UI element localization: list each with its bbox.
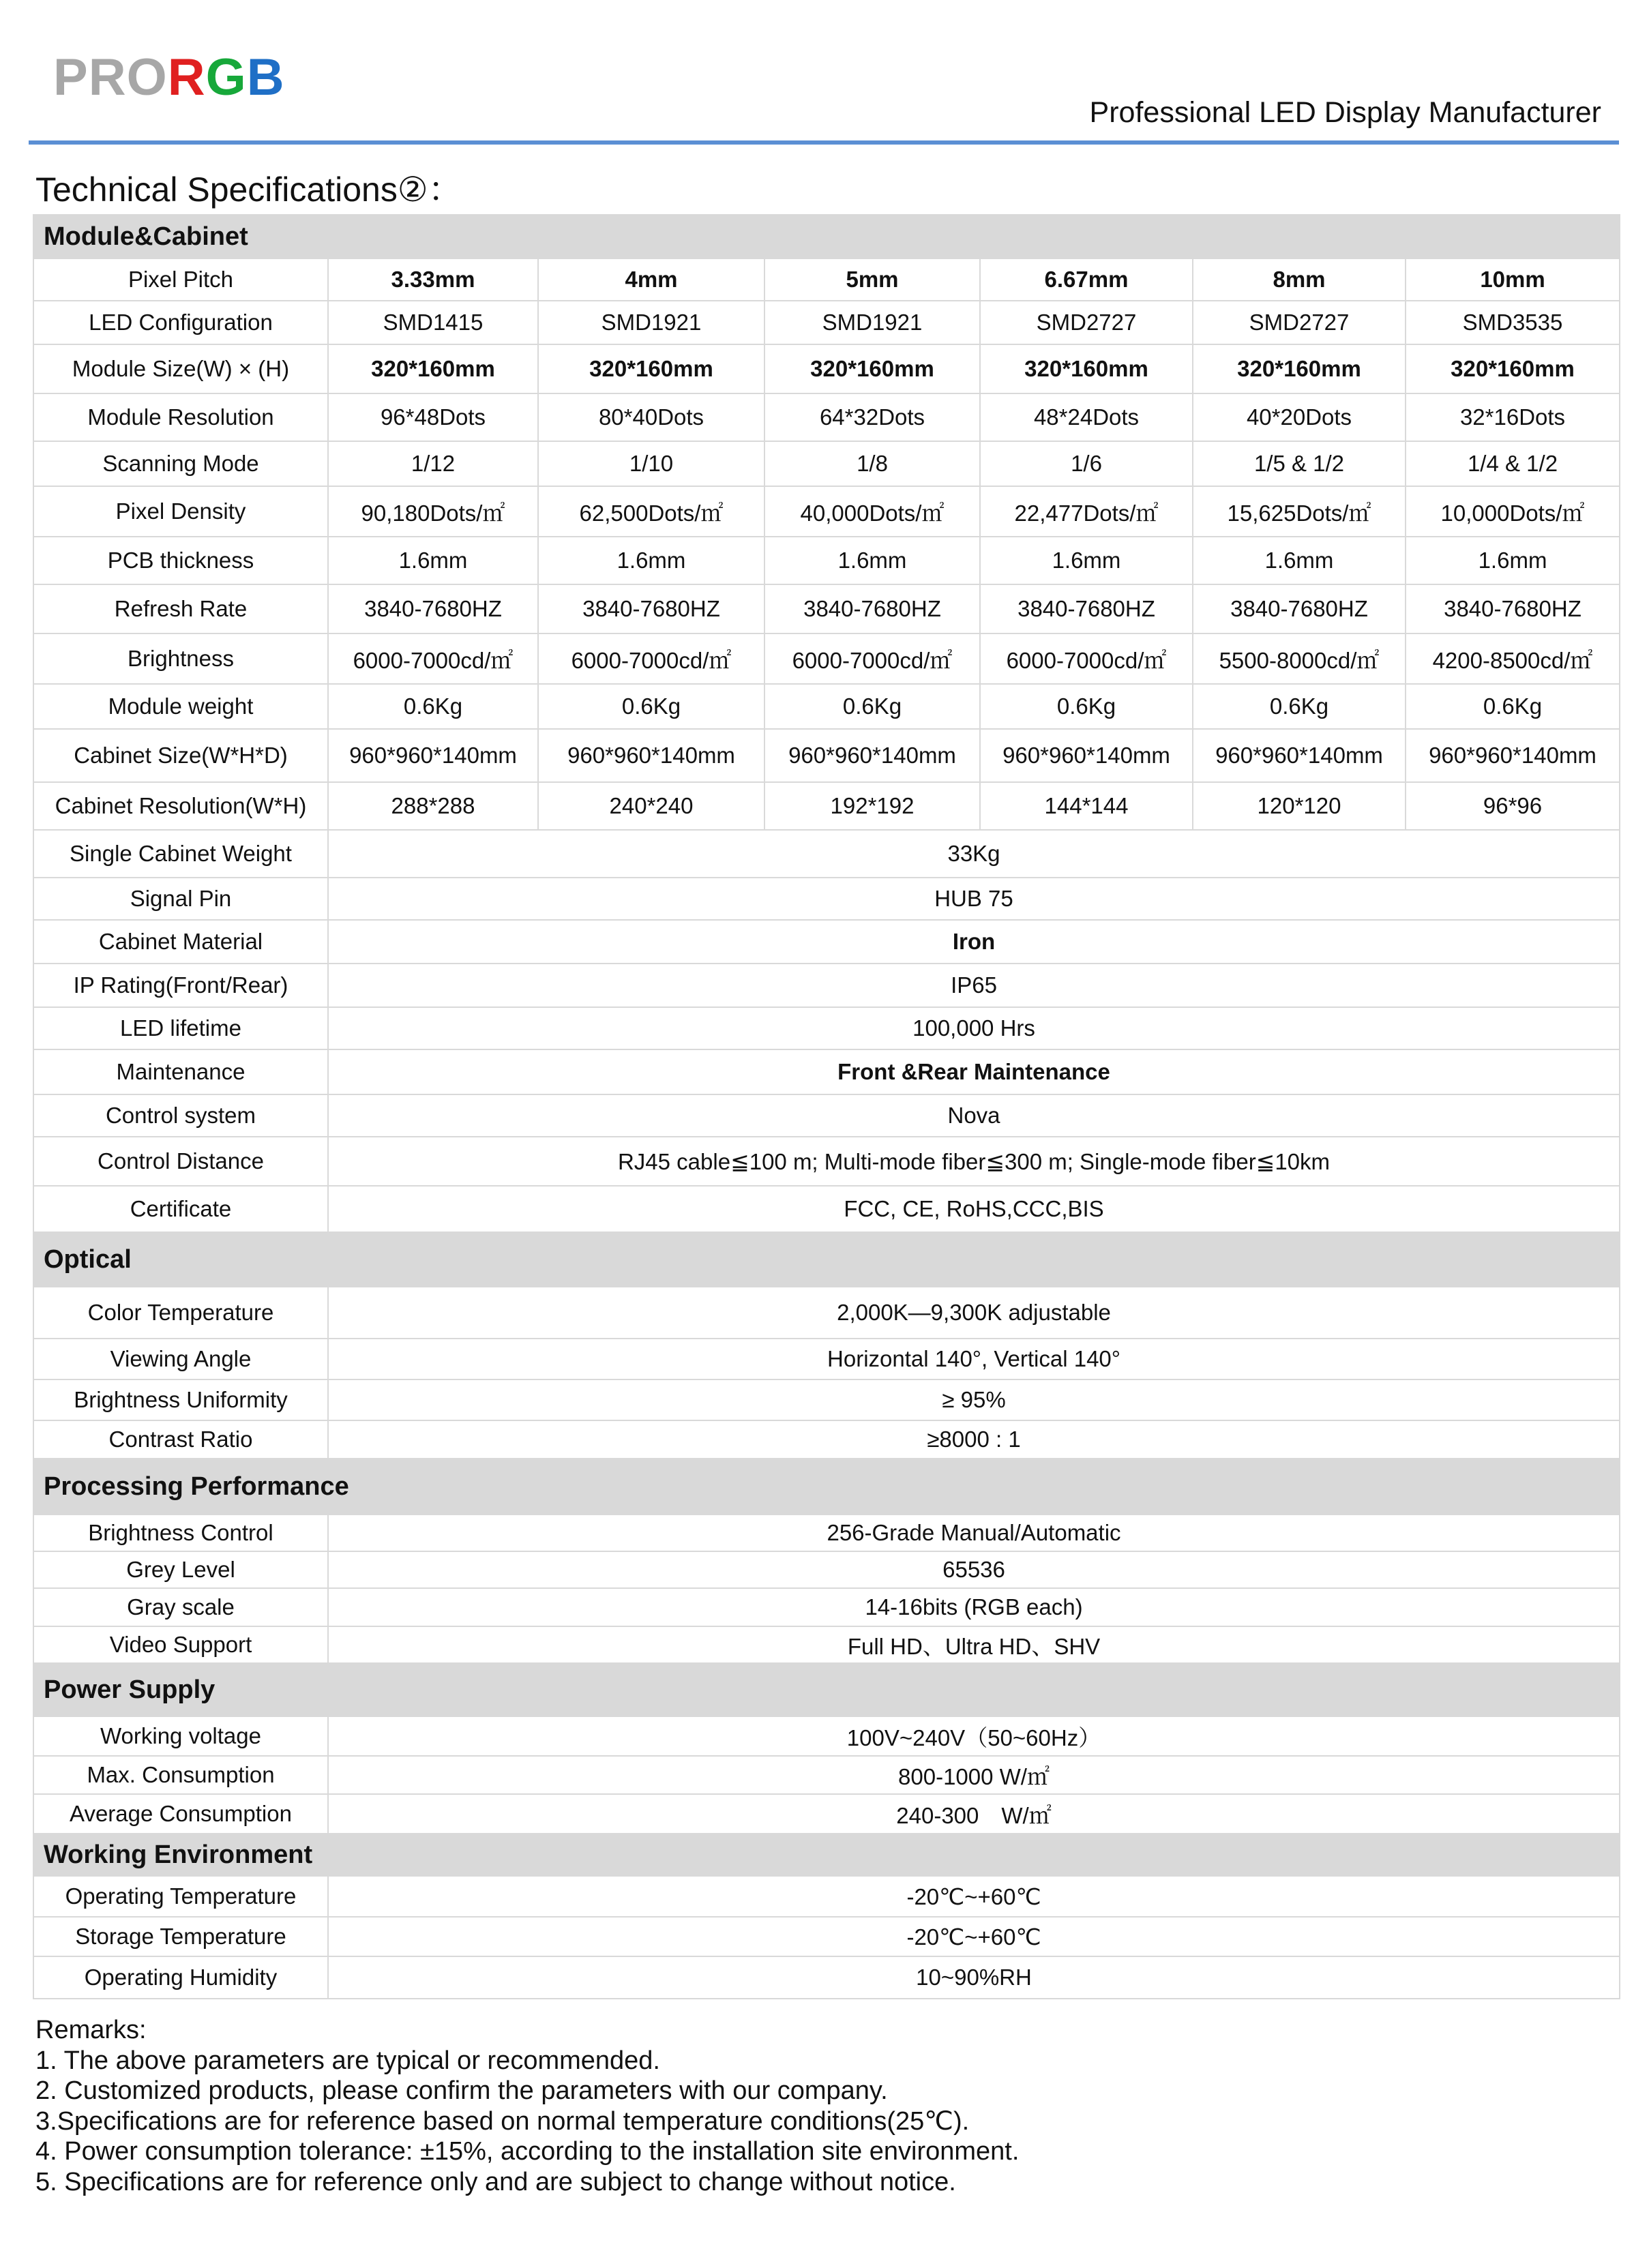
table-cell: 90,180Dots/㎡ (328, 486, 538, 537)
table-cell: 0.6Kg (1193, 684, 1406, 729)
table-cell: 96*48Dots (328, 393, 538, 441)
table-cell: 48*24Dots (980, 393, 1193, 441)
table-cell: 192*192 (764, 782, 980, 830)
section-title: Processing Performance (33, 1459, 1620, 1515)
table-row (33, 1287, 1620, 1339)
table-cell: 10,000Dots/㎡ (1406, 486, 1620, 537)
table-cell: 100V~240V（50~60Hz） (328, 1716, 1620, 1756)
section-title: Module&Cabinet (33, 215, 1620, 258)
table-cell: 64*32Dots (764, 393, 980, 441)
table-cell: 10mm (1406, 258, 1620, 301)
row-label: Control system (33, 1094, 328, 1137)
table-cell: 14-16bits (RGB each) (328, 1588, 1620, 1626)
table-cell: 80*40Dots (538, 393, 764, 441)
table-cell: 960*960*140mm (1193, 729, 1406, 782)
header-divider (29, 140, 1619, 145)
table-cell: ≥ 95% (328, 1379, 1620, 1420)
table-cell: 62,500Dots/㎡ (538, 486, 764, 537)
table-row (33, 441, 1620, 486)
row-label: Average Consumption (33, 1794, 328, 1834)
table-cell: 1/8 (764, 441, 980, 486)
row-label: Contrast Ratio (33, 1420, 328, 1459)
table-row (33, 258, 1620, 301)
table-cell: 960*960*140mm (328, 729, 538, 782)
table-cell: 33Kg (328, 830, 1620, 878)
table-cell: 0.6Kg (538, 684, 764, 729)
table-row (33, 1626, 1620, 1663)
section-header-module (33, 215, 1620, 258)
row-label: Maintenance (33, 1049, 328, 1094)
row-label: Refresh Rate (33, 584, 328, 633)
row-label: Working voltage (33, 1716, 328, 1756)
table-row (33, 920, 1620, 964)
table-cell: 3.33mm (328, 258, 538, 301)
table-row (33, 1379, 1620, 1420)
row-label: Brightness Control (33, 1515, 328, 1551)
table-row (33, 782, 1620, 830)
table-cell: 6000-7000cd/㎡ (764, 633, 980, 684)
table-row (33, 1917, 1620, 1956)
table-cell: SMD1921 (764, 301, 980, 344)
table-cell: 320*160mm (1406, 344, 1620, 393)
table-row (33, 684, 1620, 729)
section-title: Working Environment (33, 1834, 1620, 1876)
table-row (33, 1420, 1620, 1459)
table-row (33, 1049, 1620, 1094)
row-label: Max. Consumption (33, 1756, 328, 1794)
row-label: Video Support (33, 1626, 328, 1663)
table-cell: 6.67mm (980, 258, 1193, 301)
table-cell: 320*160mm (1193, 344, 1406, 393)
table-cell: 1.6mm (1406, 537, 1620, 584)
table-cell: 1.6mm (538, 537, 764, 584)
table-cell: 120*120 (1193, 782, 1406, 830)
section-header-optical (33, 1232, 1620, 1287)
table-cell: 800-1000 W/㎡ (328, 1756, 1620, 1794)
table-cell: 6000-7000cd/㎡ (328, 633, 538, 684)
table-cell: ≥8000 : 1 (328, 1420, 1620, 1459)
table-cell: 320*160mm (980, 344, 1193, 393)
tagline: Professional LED Display Manufacturer (1089, 96, 1601, 129)
table-row (33, 1794, 1620, 1834)
table-cell: IP65 (328, 964, 1620, 1007)
table-cell: 3840-7680HZ (1193, 584, 1406, 633)
table-cell: 0.6Kg (328, 684, 538, 729)
table-cell: SMD3535 (1406, 301, 1620, 344)
table-cell: 320*160mm (764, 344, 980, 393)
table-cell: 0.6Kg (1406, 684, 1620, 729)
table-cell: 100,000 Hrs (328, 1007, 1620, 1049)
table-row (33, 1551, 1620, 1588)
table-cell: 960*960*140mm (1406, 729, 1620, 782)
table-cell: 4200-8500cd/㎡ (1406, 633, 1620, 684)
table-cell: 0.6Kg (980, 684, 1193, 729)
table-cell: 4mm (538, 258, 764, 301)
table-cell: 6000-7000cd/㎡ (980, 633, 1193, 684)
row-label: Cabinet Size(W*H*D) (33, 729, 328, 782)
remarks-block (35, 2015, 1019, 2197)
page-title: Technical Specifications②： (35, 170, 462, 209)
brand-logo (53, 48, 285, 106)
table-cell: 1/12 (328, 441, 538, 486)
table-cell: Iron (328, 920, 1620, 964)
row-label: Gray scale (33, 1588, 328, 1626)
remark-item: 1. The above parameters are typical or recommended. (35, 2046, 660, 2075)
row-label: Scanning Mode (33, 441, 328, 486)
section-header-power (33, 1663, 1620, 1716)
table-cell: RJ45 cable≦100 m; Multi-mode fiber≦300 m; Single-mode fiber≦10km (328, 1137, 1620, 1186)
row-label: Signal Pin (33, 878, 328, 920)
table-cell: 1/5 & 1/2 (1193, 441, 1406, 486)
table-cell: 3840-7680HZ (980, 584, 1193, 633)
table-cell: 320*160mm (328, 344, 538, 393)
table-cell: 15,625Dots/㎡ (1193, 486, 1406, 537)
table-cell: 1.6mm (1193, 537, 1406, 584)
remark-item: 4. Power consumption tolerance: ±15%, according to the installation site environment. (35, 2137, 1020, 2166)
row-label: IP Rating(Front/Rear) (33, 964, 328, 1007)
row-label: Brightness (33, 633, 328, 684)
table-row (33, 486, 1620, 537)
table-row (33, 729, 1620, 782)
table-cell: 40*20Dots (1193, 393, 1406, 441)
row-label: Operating Humidity (33, 1956, 328, 1999)
table-cell: 8mm (1193, 258, 1406, 301)
table-row (33, 344, 1620, 393)
table-cell: SMD2727 (1193, 301, 1406, 344)
row-label: PCB thickness (33, 537, 328, 584)
table-cell: 5mm (764, 258, 980, 301)
table-row (33, 1007, 1620, 1049)
row-label: Control Distance (33, 1137, 328, 1186)
table-cell: FCC, CE, RoHS,CCC,BIS (328, 1186, 1620, 1232)
table-cell: 3840-7680HZ (538, 584, 764, 633)
table-cell: SMD1415 (328, 301, 538, 344)
row-label: Brightness Uniformity (33, 1379, 328, 1420)
table-cell: 65536 (328, 1551, 1620, 1588)
table-cell: 0.6Kg (764, 684, 980, 729)
table-row (33, 301, 1620, 344)
section-header-environment (33, 1834, 1620, 1876)
table-cell: 1/6 (980, 441, 1193, 486)
table-row (33, 1094, 1620, 1137)
row-label: Cabinet Resolution(W*H) (33, 782, 328, 830)
table-cell: 3840-7680HZ (1406, 584, 1620, 633)
remark-item: 2. Customized products, please confirm the parameters with our company. (35, 2076, 888, 2105)
row-label: Color Temperature (33, 1287, 328, 1339)
table-row (33, 1137, 1620, 1186)
table-row (33, 1876, 1620, 1917)
table-cell: 22,477Dots/㎡ (980, 486, 1193, 537)
row-label: Single Cabinet Weight (33, 830, 328, 878)
row-label: Pixel Density (33, 486, 328, 537)
remark-item: 5. Specifications are for reference only and are subject to change without notice. (35, 2167, 956, 2196)
table-cell: 240*240 (538, 782, 764, 830)
table-cell: 288*288 (328, 782, 538, 830)
table-row (33, 1756, 1620, 1794)
logo-part-r: R (167, 48, 206, 106)
table-cell: 2,000K—9,300K adjustable (328, 1287, 1620, 1339)
table-cell: Full HD、Ultra HD、SHV (328, 1626, 1620, 1663)
table-cell: 5500-8000cd/㎡ (1193, 633, 1406, 684)
table-cell: Nova (328, 1094, 1620, 1137)
table-cell: 320*160mm (538, 344, 764, 393)
row-label: LED Configuration (33, 301, 328, 344)
table-cell: 40,000Dots/㎡ (764, 486, 980, 537)
table-cell: -20℃~+60℃ (328, 1876, 1620, 1917)
row-label: Storage Temperature (33, 1917, 328, 1956)
table-cell: 3840-7680HZ (764, 584, 980, 633)
table-cell: 256-Grade Manual/Automatic (328, 1515, 1620, 1551)
table-cell: Horizontal 140°, Vertical 140° (328, 1339, 1620, 1379)
section-title: Optical (33, 1232, 1620, 1287)
table-cell: 10~90%RH (328, 1956, 1620, 1999)
remark-item: 3.Specifications are for reference based on normal temperature conditions(25℃). (35, 2106, 970, 2136)
table-cell: 1.6mm (328, 537, 538, 584)
table-cell: 1.6mm (980, 537, 1193, 584)
logo-part-g: G (205, 48, 247, 106)
table-cell: SMD1921 (538, 301, 764, 344)
row-label: Grey Level (33, 1551, 328, 1588)
table-row (33, 1716, 1620, 1756)
row-label: Viewing Angle (33, 1339, 328, 1379)
remarks-title: Remarks: (35, 2016, 147, 2044)
table-cell: 1/10 (538, 441, 764, 486)
table-cell: HUB 75 (328, 878, 1620, 920)
table-row (33, 393, 1620, 441)
table-cell: Front &Rear Maintenance (328, 1049, 1620, 1094)
table-cell: 6000-7000cd/㎡ (538, 633, 764, 684)
table-cell: 96*96 (1406, 782, 1620, 830)
row-label: Operating Temperature (33, 1876, 328, 1917)
table-row (33, 1956, 1620, 1999)
table-row (33, 1515, 1620, 1551)
table-cell: 960*960*140mm (980, 729, 1193, 782)
table-cell: -20℃~+60℃ (328, 1917, 1620, 1956)
row-label: Certificate (33, 1186, 328, 1232)
row-label: Module Size(W) × (H) (33, 344, 328, 393)
row-label: Pixel Pitch (33, 258, 328, 301)
table-cell: 1.6mm (764, 537, 980, 584)
logo-part-b: B (246, 48, 285, 106)
logo-part-pro: PRO (53, 48, 168, 106)
table-row (33, 633, 1620, 684)
table-row (33, 1339, 1620, 1379)
table-row (33, 964, 1620, 1007)
table-cell: 3840-7680HZ (328, 584, 538, 633)
table-cell: 144*144 (980, 782, 1193, 830)
section-title: Power Supply (33, 1663, 1620, 1716)
table-cell: 960*960*140mm (764, 729, 980, 782)
row-label: Module weight (33, 684, 328, 729)
table-cell: 960*960*140mm (538, 729, 764, 782)
section-header-processing (33, 1459, 1620, 1515)
table-row (33, 537, 1620, 584)
table-row (33, 878, 1620, 920)
table-row (33, 584, 1620, 633)
table-cell: SMD2727 (980, 301, 1193, 344)
row-label: LED lifetime (33, 1007, 328, 1049)
table-row (33, 830, 1620, 878)
table-cell: 32*16Dots (1406, 393, 1620, 441)
table-row (33, 1186, 1620, 1232)
row-label: Cabinet Material (33, 920, 328, 964)
spec-table (33, 214, 1620, 1999)
table-row (33, 1588, 1620, 1626)
row-label: Module Resolution (33, 393, 328, 441)
table-cell: 240-300 W/㎡ (328, 1794, 1620, 1834)
table-cell: 1/4 & 1/2 (1406, 441, 1620, 486)
